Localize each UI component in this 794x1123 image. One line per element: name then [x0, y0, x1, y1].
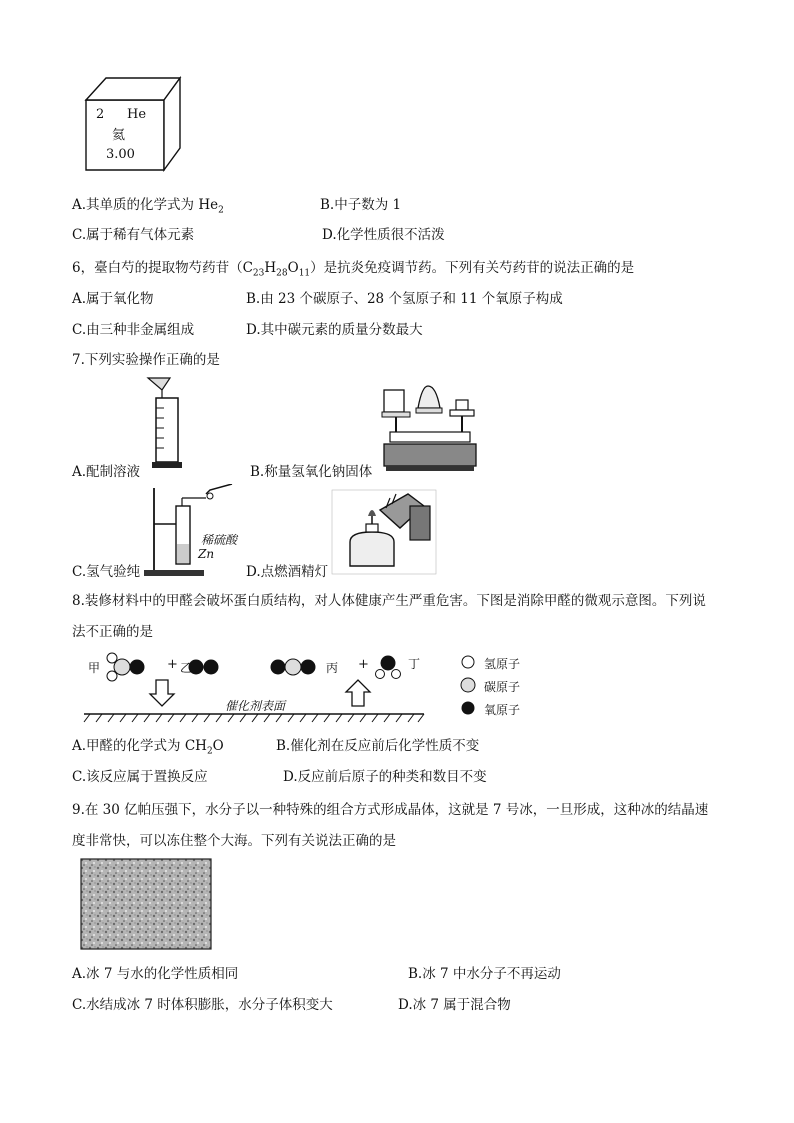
atomic-mass: 3.00 [106, 147, 135, 162]
c-label-zinc: Zn [198, 547, 215, 561]
down-arrow [150, 680, 174, 706]
atomic-number: 2 [96, 107, 105, 122]
q6-option-d: D.其中碳元素的质量分数最大 [246, 322, 423, 338]
oxygen-molecule [189, 660, 219, 675]
legend-carbon: 碳原子 [484, 680, 521, 694]
q8-option-a: A.甲醛的化学式为 $CH_2O$ [72, 738, 224, 757]
label-ding: 丁 [408, 657, 421, 671]
catalyst-surface-label: 催化剂表面 [225, 699, 286, 713]
q6-option-c: C.由三种非金属组成 [72, 322, 195, 338]
q8-stem-line2: 法不正确的是 [72, 624, 153, 640]
q7-option-c: C.氢气验纯 [72, 564, 141, 580]
q8-option-c: C.该反应属于置换反应 [72, 769, 208, 785]
label-bing: 丙 [326, 661, 339, 675]
q5-option-a: A.其单质的化学式为 $He_2$ [72, 197, 224, 216]
q6-option-b: B.由 23 个碳原子、28 个氢原子和 11 个氧原子构成 [246, 291, 563, 307]
legend-markers [461, 656, 475, 715]
legend-oxygen: 氧原子 [484, 703, 521, 717]
element-name: 氦 [112, 128, 126, 143]
q5-option-c: C.属于稀有气体元素 [72, 227, 195, 243]
q5-option-d: D.化学性质很不活泼 [322, 227, 445, 243]
label-yi: 乙 [180, 661, 193, 675]
water-molecule [376, 656, 401, 679]
q7-option-a: A.配制溶液 [72, 464, 141, 480]
alcohol-lamp-figure [330, 488, 440, 576]
q6-stem: 6，臺白芍的提取物芍药苷$(C_{23}H_{28}O_{11})$是抗炎免疫调节药。下列有关芍药苷的说法正确的是 [72, 260, 635, 279]
q6-option-a: A.属于氧化物 [72, 291, 154, 307]
formaldehyde-molecule [107, 653, 145, 681]
q9-option-d: D.冰 7 属于混合物 [398, 997, 511, 1013]
q7-option-b: B.称量氢氧化钠固体 [250, 464, 373, 480]
q7-option-d: D.点燃酒精灯 [246, 564, 329, 580]
legend-hydrogen: 氢原子 [484, 657, 521, 671]
label-jia: 甲 [88, 661, 101, 675]
c-label-sulfuric-acid: 稀硫酸 [201, 533, 238, 547]
formaldehyde-reaction-diagram [82, 648, 552, 724]
element-symbol: He [127, 107, 147, 122]
q9-option-b: B.冰 7 中水分子不再运动 [408, 966, 561, 982]
q8-option-b: B.催化剂在反应前后化学性质不变 [276, 738, 480, 754]
q9-option-a: A.冰 7 与水的化学性质相同 [72, 966, 239, 982]
plus-sign-2: + [358, 657, 369, 672]
q5-option-b: B.中子数为 1 [320, 197, 402, 213]
q9-stem-line2: 度非常快，可以冻住整个大海。下列有关说法正确的是 [72, 833, 396, 849]
plus-sign-1: + [167, 657, 178, 672]
q9-option-c: C.水结成冰 7 时体积膨胀，水分子体积变大 [72, 997, 333, 1013]
balance-figure [378, 382, 482, 474]
up-arrow [346, 680, 370, 706]
carbon-dioxide-molecule [271, 659, 316, 675]
graduated-cylinder-figure [140, 374, 190, 474]
q7-stem: 7.下列实验操作正确的是 [72, 352, 220, 368]
q9-stem-line1: 9.在 30 亿帕压强下，水分子以一种特殊的组合方式形成晶体，这就是 7 号冰，一旦形成，这种冰的结晶速 [72, 802, 709, 818]
q8-option-d: D.反应前后原子的种类和数目不变 [283, 769, 487, 785]
q8-stem-line1: 8.装修材料中的甲醛会破坏蛋白质结构，对人体健康产生严重危害。下图是消除甲醛的微观示意图。下列说 [72, 593, 706, 609]
ice-seven-photo [80, 858, 212, 950]
